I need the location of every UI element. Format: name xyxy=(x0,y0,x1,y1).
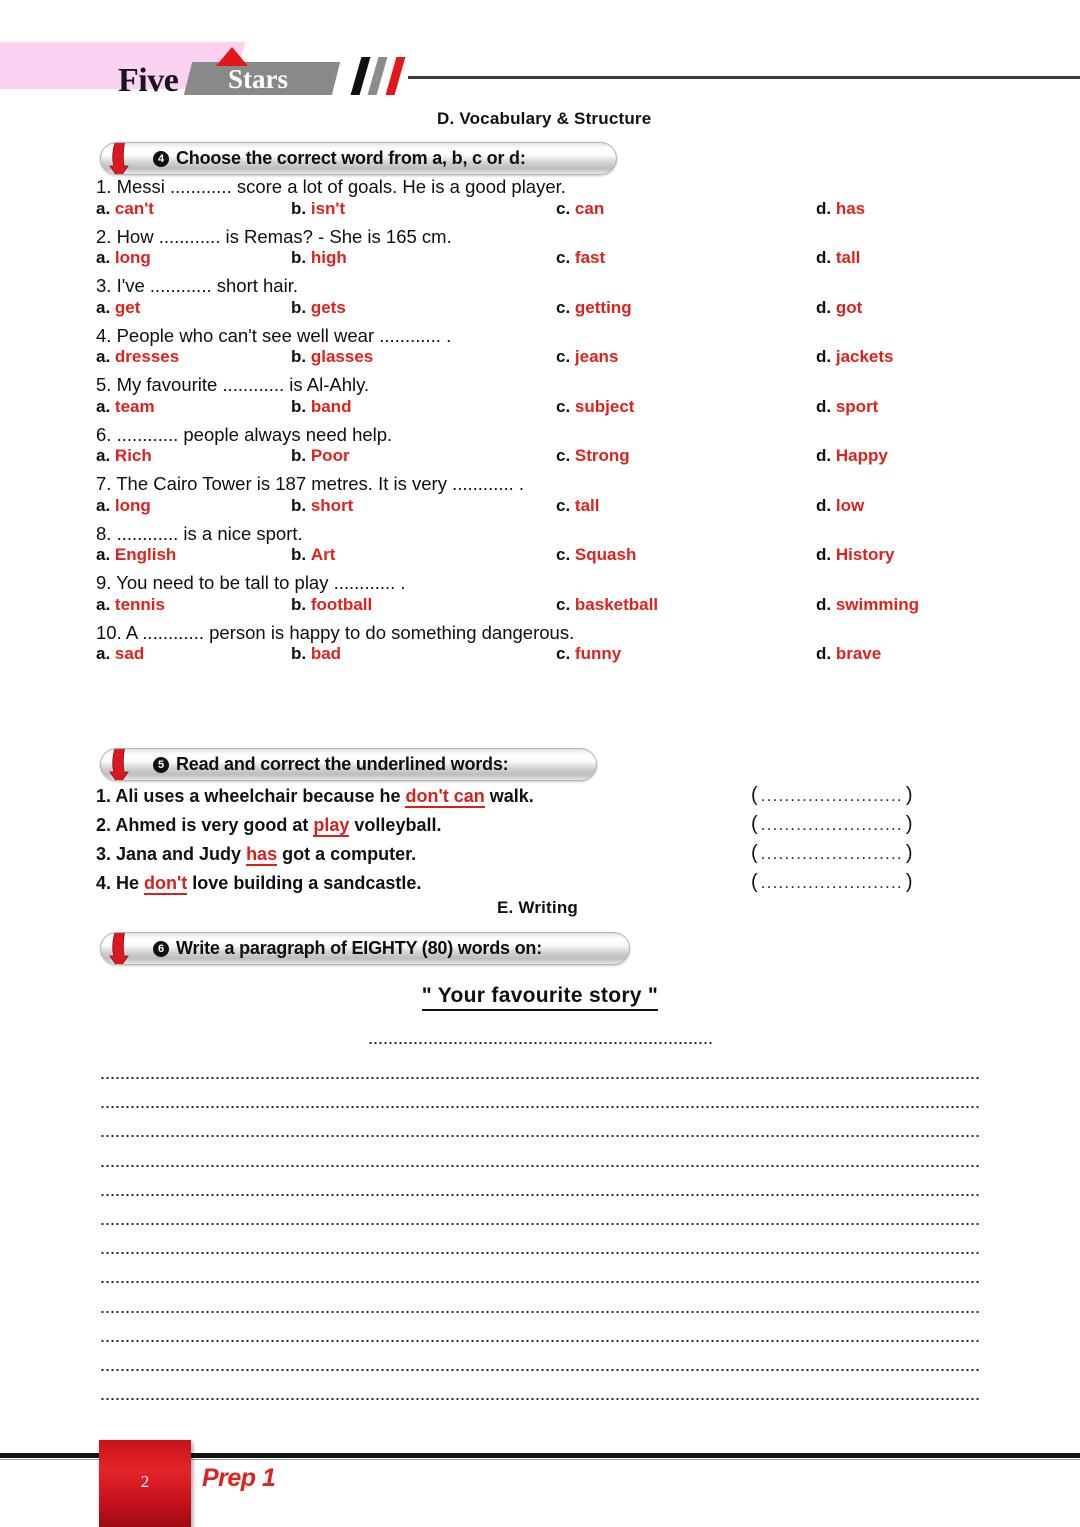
option-text: basketball xyxy=(574,594,659,614)
option-text: high xyxy=(310,248,347,267)
option-letter: d. xyxy=(816,347,832,366)
bracket-open: ( xyxy=(751,871,758,893)
bracket-open: ( xyxy=(751,784,758,806)
option-letter: c. xyxy=(556,495,571,515)
option-letter: c. xyxy=(556,594,571,614)
option-letter: a. xyxy=(96,545,111,564)
writing-topic-text: " Your favourite story " xyxy=(422,984,658,1011)
slash-black-icon xyxy=(351,57,371,95)
underlined-word: play xyxy=(313,815,350,835)
option-letter: a. xyxy=(96,347,111,366)
option-text: can't xyxy=(114,198,154,218)
mcq-option[interactable] xyxy=(556,596,658,613)
option-letter: b. xyxy=(291,396,307,416)
option-text: jackets xyxy=(835,347,894,366)
question-options-row xyxy=(96,299,996,327)
option-text: subject xyxy=(574,396,635,416)
option-letter: d. xyxy=(816,297,832,317)
exercise-5-number: 5 xyxy=(153,757,169,773)
option-letter: a. xyxy=(96,594,111,614)
option-letter: b. xyxy=(291,297,307,317)
writing-line[interactable] xyxy=(100,1106,980,1108)
option-letter: d. xyxy=(816,396,832,416)
option-letter: c. xyxy=(556,248,571,267)
option-letter: b. xyxy=(291,644,307,663)
mcq-option[interactable] xyxy=(556,546,636,563)
option-text: tall xyxy=(835,248,861,267)
mcq-option[interactable] xyxy=(556,398,634,415)
mcq-option[interactable] xyxy=(556,299,632,316)
mcq-question xyxy=(96,475,996,525)
mcq-option[interactable] xyxy=(96,299,140,316)
option-text: sad xyxy=(114,644,145,663)
correction-text-before: 4. He xyxy=(96,873,145,893)
option-letter: c. xyxy=(556,297,571,317)
option-text: low xyxy=(835,495,865,515)
question-stem: 2. How ............ is Remas? - She is 165 cm. xyxy=(96,225,452,247)
option-letter: a. xyxy=(96,446,111,465)
section-heading-writing: E. Writing xyxy=(497,898,579,917)
bracket-close: ) xyxy=(905,871,913,893)
mcq-option[interactable] xyxy=(816,447,888,464)
mcq-option[interactable] xyxy=(556,249,605,266)
mcq-question xyxy=(96,225,996,278)
exercise-6-title xyxy=(153,938,542,959)
mcq-option[interactable] xyxy=(556,200,604,217)
mcq-question xyxy=(96,522,996,575)
option-letter: a. xyxy=(96,396,111,416)
bracket-open: ( xyxy=(751,842,758,864)
mcq-question xyxy=(96,324,996,377)
question-options-row xyxy=(96,546,996,574)
mcq-option[interactable] xyxy=(556,447,630,464)
mcq-option[interactable] xyxy=(816,497,864,514)
page-number-text: 2 xyxy=(140,1472,150,1491)
option-letter: d. xyxy=(816,545,832,564)
option-letter: d. xyxy=(816,644,832,663)
mcq-option[interactable] xyxy=(816,200,865,217)
option-text: tall xyxy=(574,495,600,515)
writing-line[interactable] xyxy=(100,1135,980,1137)
correction-answer-field[interactable] xyxy=(751,813,913,836)
question-options-row xyxy=(96,497,996,525)
mcq-option[interactable] xyxy=(96,596,165,613)
option-letter: a. xyxy=(96,248,111,267)
option-text: History xyxy=(835,545,895,564)
option-letter: c. xyxy=(556,644,571,663)
underlined-word: has xyxy=(246,844,278,864)
mcq-option[interactable] xyxy=(816,398,878,415)
mcq-question xyxy=(96,621,996,674)
mcq-option[interactable] xyxy=(96,348,179,365)
option-text: gets xyxy=(310,297,346,317)
mcq-question xyxy=(96,423,996,476)
correction-text-before: 3. Jana and Judy xyxy=(96,844,247,864)
correction-text-after: volleyball. xyxy=(349,815,442,835)
writing-line[interactable] xyxy=(100,1311,980,1313)
option-letter: d. xyxy=(816,248,832,267)
writing-line[interactable] xyxy=(100,1340,980,1342)
option-letter: a. xyxy=(96,198,111,218)
question-options-row xyxy=(96,596,996,624)
exercise-4-number: 4 xyxy=(153,151,169,167)
footer-grade-label: Prep 1 xyxy=(202,1464,276,1492)
option-letter: b. xyxy=(291,198,307,218)
question-options-row xyxy=(96,645,996,673)
brand-word-five: Five xyxy=(118,62,179,99)
mcq-option[interactable] xyxy=(96,200,154,217)
question-stem: 9. You need to be tall to play ............ . xyxy=(96,572,406,593)
option-letter: b. xyxy=(291,594,307,614)
option-text: brave xyxy=(835,644,882,663)
option-text: football xyxy=(310,594,373,614)
correction-text-after: love building a sandcastle. xyxy=(187,873,422,893)
mcq-option[interactable] xyxy=(816,645,881,662)
mcq-option[interactable] xyxy=(556,497,599,514)
correction-text-before: 2. Ahmed is very good at xyxy=(96,815,314,835)
bracket-close: ) xyxy=(905,784,913,806)
exercise-5-title xyxy=(153,754,508,775)
writing-line-short[interactable] xyxy=(368,1042,713,1044)
option-text: Happy xyxy=(835,446,888,465)
option-text: Rich xyxy=(114,446,152,465)
mcq-option[interactable] xyxy=(96,398,155,415)
question-options-row xyxy=(96,398,996,426)
exercise-6-title-text: Write a paragraph of EIGHTY (80) words on: xyxy=(176,938,542,958)
exercise-4-title-text: Choose the correct word from a, b, c or d: xyxy=(176,148,526,168)
option-text: long xyxy=(114,495,151,515)
answer-dots: ........................ xyxy=(760,786,903,805)
option-letter: a. xyxy=(96,297,111,317)
mcq-option[interactable] xyxy=(291,447,350,464)
mcq-option[interactable] xyxy=(816,546,894,563)
option-text: long xyxy=(114,248,151,267)
option-letter: c. xyxy=(556,446,571,465)
exercise-5-banner xyxy=(100,748,597,781)
slash-red-icon xyxy=(386,57,406,95)
option-letter: c. xyxy=(556,396,571,416)
mcq-question xyxy=(96,574,996,624)
option-text: tennis xyxy=(114,594,165,614)
mcq-option[interactable] xyxy=(291,645,341,662)
option-text: sport xyxy=(835,396,879,416)
header-divider xyxy=(408,76,1080,79)
bracket-open: ( xyxy=(751,813,758,835)
mcq-option[interactable] xyxy=(291,398,351,415)
mcq-question-list xyxy=(96,178,996,673)
writing-line[interactable] xyxy=(100,1165,980,1167)
bracket-close: ) xyxy=(905,813,913,835)
mcq-question xyxy=(96,277,996,327)
down-arrow-icon xyxy=(109,932,129,965)
writing-line[interactable] xyxy=(100,1077,980,1079)
writing-line[interactable] xyxy=(100,1252,980,1254)
question-stem: 8. ............ is a nice sport. xyxy=(96,522,303,544)
option-text: Squash xyxy=(574,545,637,564)
option-text: band xyxy=(310,396,352,416)
writing-line[interactable] xyxy=(100,1398,980,1400)
mcq-option[interactable] xyxy=(96,546,176,563)
correction-answer-field[interactable] xyxy=(751,842,913,865)
option-text: got xyxy=(835,297,863,317)
correction-text-after: got a computer. xyxy=(277,844,417,864)
question-stem: 4. People who can't see well wear ............ . xyxy=(96,324,452,346)
mcq-option[interactable] xyxy=(96,645,144,662)
question-stem: 1. Messi ............ score a lot of goals. He is a good player. xyxy=(96,176,566,197)
option-letter: d. xyxy=(816,594,832,614)
question-stem: 7. The Cairo Tower is 187 metres. It is very ............ . xyxy=(96,473,525,494)
option-letter: b. xyxy=(291,495,307,515)
question-options-row xyxy=(96,200,996,228)
correction-answer-field[interactable] xyxy=(751,871,913,894)
mcq-option[interactable] xyxy=(291,596,372,613)
exercise-5-title-text: Read and correct the underlined words: xyxy=(176,754,509,774)
option-letter: b. xyxy=(291,545,307,564)
option-letter: c. xyxy=(556,545,571,564)
option-letter: d. xyxy=(816,198,832,218)
option-text: jeans xyxy=(574,347,619,366)
mcq-option[interactable] xyxy=(816,596,919,613)
answer-dots: ........................ xyxy=(760,815,903,834)
mcq-option[interactable] xyxy=(556,348,618,365)
option-text: funny xyxy=(574,644,622,663)
bracket-close: ) xyxy=(905,842,913,864)
option-text: getting xyxy=(574,297,632,317)
answer-dots: ........................ xyxy=(760,873,903,892)
underlined-word: don't xyxy=(144,873,188,893)
underlined-word: don't can xyxy=(405,786,485,806)
option-text: swimming xyxy=(835,594,919,614)
slash-gray-icon xyxy=(368,57,388,95)
correction-text-before: 1. Ali uses a wheelchair because he xyxy=(96,786,406,806)
mcq-option[interactable] xyxy=(96,447,152,464)
question-stem: 3. I've ............ short hair. xyxy=(96,275,298,296)
mcq-option[interactable] xyxy=(556,645,621,662)
page-masthead xyxy=(0,0,1080,108)
option-letter: c. xyxy=(556,198,571,218)
mcq-option[interactable] xyxy=(816,348,894,365)
mcq-option[interactable] xyxy=(816,299,862,316)
option-letter: a. xyxy=(96,644,111,663)
option-text: English xyxy=(114,545,177,564)
option-letter: b. xyxy=(291,446,307,465)
question-options-row xyxy=(96,348,996,376)
mcq-option[interactable] xyxy=(96,249,151,266)
mcq-question xyxy=(96,376,996,426)
correction-text-after: walk. xyxy=(484,786,534,806)
option-text: team xyxy=(114,396,155,416)
option-text: Poor xyxy=(310,446,350,465)
writing-line[interactable] xyxy=(100,1223,980,1225)
option-letter: d. xyxy=(816,495,832,515)
option-text: short xyxy=(310,495,354,515)
down-arrow-icon xyxy=(109,748,129,781)
writing-topic xyxy=(0,984,1080,1011)
mcq-option[interactable] xyxy=(291,497,353,514)
correction-item xyxy=(96,786,996,815)
mcq-option[interactable] xyxy=(291,299,346,316)
option-letter: d. xyxy=(816,446,832,465)
writing-line[interactable] xyxy=(100,1281,980,1283)
section-heading-vocabulary: D. Vocabulary & Structure xyxy=(437,109,652,128)
question-options-row xyxy=(96,249,996,277)
mcq-option[interactable] xyxy=(816,249,860,266)
mcq-option[interactable] xyxy=(96,497,151,514)
option-text: isn't xyxy=(310,198,346,218)
option-letter: a. xyxy=(96,495,111,515)
option-text: Strong xyxy=(574,446,630,465)
down-arrow-icon xyxy=(109,142,129,175)
option-text: bad xyxy=(310,644,342,663)
mcq-option[interactable] xyxy=(291,348,373,365)
option-letter: c. xyxy=(556,347,571,366)
question-stem: 10. A ............ person is happy to do something dangerous. xyxy=(96,621,575,643)
question-stem: 5. My favourite ............ is Al-Ahly. xyxy=(96,374,370,395)
writing-line[interactable] xyxy=(100,1369,980,1371)
exercise-4-title xyxy=(153,148,526,169)
exercise-4-banner xyxy=(100,142,617,175)
question-options-row xyxy=(96,447,996,475)
mcq-option[interactable] xyxy=(291,249,347,266)
brand-word-stars: Stars xyxy=(228,64,288,94)
question-stem: 6. ............ people always need help. xyxy=(96,423,393,445)
correction-item xyxy=(96,844,996,873)
brand-logo xyxy=(118,52,178,100)
answer-dots: ........................ xyxy=(760,844,903,863)
correction-item xyxy=(96,815,996,844)
correction-item-list xyxy=(96,786,996,902)
option-text: Art xyxy=(310,545,336,564)
option-text: has xyxy=(835,198,866,218)
mcq-option[interactable] xyxy=(291,200,345,217)
exercise-6-banner xyxy=(100,932,630,965)
option-text: can xyxy=(574,198,605,218)
option-text: get xyxy=(114,297,141,317)
option-letter: b. xyxy=(291,248,307,267)
exercise-6-number: 6 xyxy=(153,941,169,957)
option-text: glasses xyxy=(310,347,374,366)
page-number-badge xyxy=(99,1440,191,1527)
option-text: dresses xyxy=(114,347,180,366)
correction-answer-field[interactable] xyxy=(751,784,913,807)
mcq-option[interactable] xyxy=(291,546,335,563)
writing-line[interactable] xyxy=(100,1194,980,1196)
option-text: fast xyxy=(574,248,606,267)
option-letter: b. xyxy=(291,347,307,366)
mcq-question xyxy=(96,178,996,228)
